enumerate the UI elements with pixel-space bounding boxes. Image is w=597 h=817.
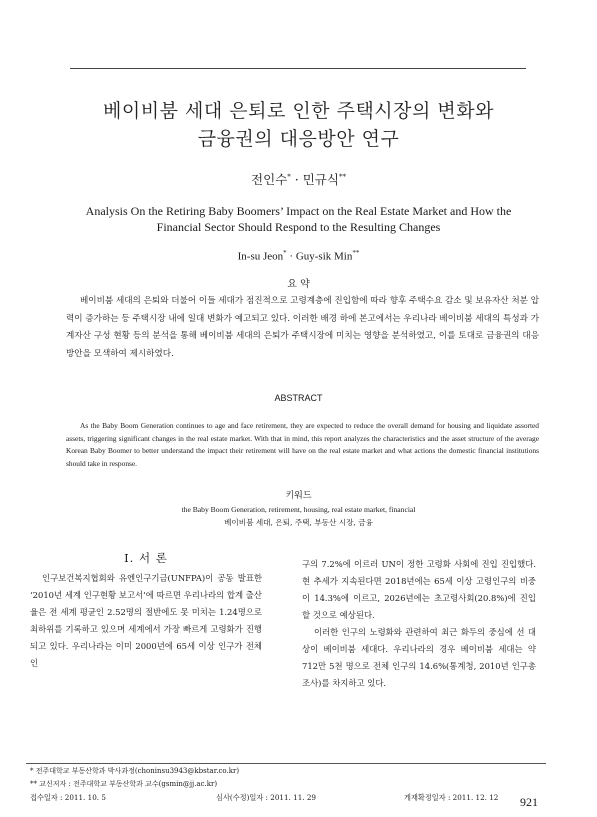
date-reviewed: 심사(수정)일자 : 2011. 11. 29: [216, 793, 316, 802]
date-confirmed: 게재확정일자 : 2011. 12. 12: [404, 793, 499, 802]
page-number: 921: [520, 795, 538, 809]
body-column-right: [302, 556, 536, 692]
author1-en: In-su Jeon: [237, 250, 284, 263]
keywords-heading: 키워드: [285, 491, 312, 501]
section-title: Ⅰ. 서 론: [124, 551, 168, 565]
abstract-en-heading: ABSTRACT: [274, 393, 323, 403]
body-paragraph: 인구보건복지협회와 유엔인구기금(UNFPA)이 공동 발표한 ‘2010년 세계 인구현황 보고서’에 따르면 우리나라의 합계 출산율은 전 세계 평균인 2.52명의 절반에도 못 미치는 1.24명으로 최하위를 기록하고 있으며 세계에서 가장 빠르게 고령화가 진행되고 있다. 우리나라는 이미 2000년에 65세 이상 인구가 전체 인: [30, 573, 262, 668]
author2-marker: **: [338, 172, 346, 181]
body-column-left: [30, 570, 262, 672]
abstract-english: As the Baby Boom Generation continues to age and face retirement, they are expected to reduce the overall demand for housing and liquidate assorted assets, triggering significant changes in the real estate market. With that in mind, this report analyzes the characteristics and the asset structure of the average Korean Baby Boomer to better understand the impact their retirement will have on the real estate market and what actions the domestic financial institutions should take in response.: [66, 421, 539, 468]
abstract-korean: 베이비붐 세대의 은퇴와 더불어 이들 세대가 점진적으로 고령계층에 진입함에 따라 향후 주택수요 감소 및 보유자산 처분 압력이 증가하는 등 주택시장 내에 일대 변화가 예고되고 있다. 이러한 배경 하에 본고에서는 우리나라 베이비붐 세대의 특성과 가계자산 구성 현황 등의 분석을 통해 베이비붐 세대의 은퇴가 주택시장에 미치는 영향을 분석하였고, 이를 토대로 금융권의 대응방안을 모색하여 제시하였다.: [66, 296, 539, 359]
paper-title-korean: [0, 97, 597, 153]
footnote-corresponding-author: ** 교신저자 : 전주대학교 부동산학과 교수(gsmin@jj.ac.kr): [30, 780, 218, 788]
footnote-first-author: * 전주대학교 부동산학과 박사과정(choninsu3943@kbstar.co.kr): [30, 767, 240, 775]
author1-en-marker: *: [283, 249, 287, 257]
paper-title-english: [30, 203, 567, 235]
title-en-line1: Analysis On the Retiring Baby Boomers’ Impact on the Real Estate Market and How the: [85, 204, 512, 218]
title-en-line2: Financial Sector Should Respond to the Resulting Changes: [156, 220, 441, 234]
title-ko-line1: 베이비붐 세대 은퇴로 인한 주택시장의 변화와: [103, 100, 494, 122]
body-paragraph-continued: 구의 7.2%에 이르러 UN이 정한 고령화 사회에 진입 진입했다. 현 추세가 지속된다면 2018년에는 65세 이상 고령인구의 비중이 14.3%에 이르고, 2026년에는 초고령사회(20.8%)에 진입할 것으로 예상된다.: [302, 559, 536, 620]
footnote-rule: [26, 763, 546, 764]
author2-en-marker: **: [352, 249, 360, 257]
keywords-korean: 베이비붐 세대, 은퇴, 주택, 부동산 시장, 금융: [224, 518, 373, 527]
author-en-separator: ·: [286, 250, 296, 263]
author-separator: ·: [290, 172, 303, 187]
authors-english: [0, 249, 597, 263]
keywords-english: the Baby Boom Generation, retirement, housing, real estate market, financial: [181, 505, 416, 514]
body-paragraph: 이러한 인구의 노령화와 관련하여 최근 화두의 중심에 선 대상이 베이비붐 세대다. 우리나라의 경우 베이비붐 세대는 약 712만 5천 명으로 전체 인구의 14.6%(통계청, 2010년 인구총조사)를 차지하고 있다.: [302, 627, 536, 688]
author1-marker: *: [287, 172, 291, 181]
author2-ko: 민규식: [302, 172, 339, 187]
authors-korean: [0, 170, 597, 188]
author1-ko: 전인수: [251, 172, 288, 187]
title-ko-line2: 금융권의 대응방안 연구: [197, 128, 400, 150]
header-rule: [70, 68, 526, 69]
abstract-ko-heading: 요 약: [287, 279, 310, 290]
author2-en: Guy-sik Min: [295, 250, 353, 263]
date-received: 접수일자 : 2011. 10. 5: [30, 793, 106, 802]
